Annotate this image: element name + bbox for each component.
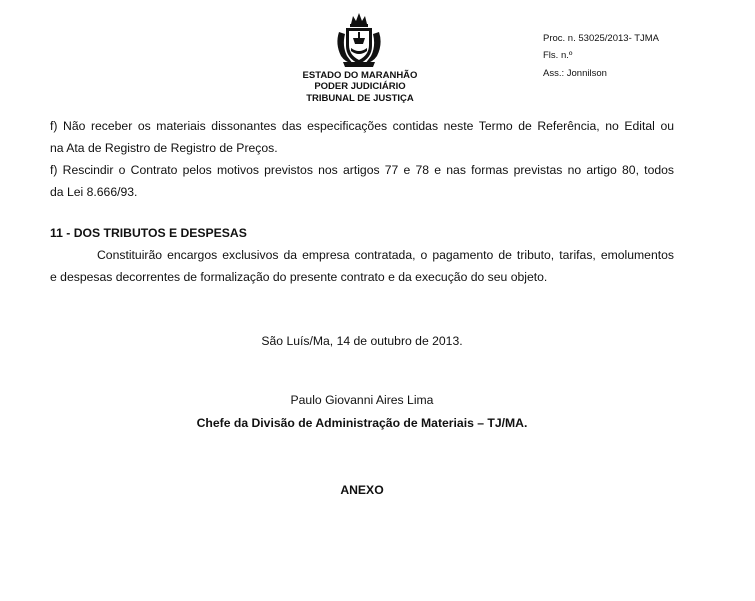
- signature-field: Ass.: Jonnilson: [543, 68, 607, 79]
- coat-of-arms-icon: [333, 10, 385, 68]
- clause-f2-line2: da Lei 8.666/93.: [50, 185, 138, 199]
- signer-name: Paulo Giovanni Aires Lima: [290, 393, 434, 407]
- clause-f1-line1: f) Não receber os materiais dissonantes das especificações contidas neste Termo de Referência, no Edital ou: [50, 119, 674, 133]
- clause-f2-line1: f) Rescindir o Contrato pelos motivos previstos nos artigos 77 e 78 e nas formas previstas no artigo 80, todos: [50, 163, 674, 177]
- place-and-date: São Luís/Ma, 14 de outubro de 2013.: [261, 334, 463, 348]
- signer-title: Chefe da Divisão de Administração de Materiais – TJ/MA.: [196, 416, 528, 430]
- institution-power: PODER JUDICIÁRIO: [314, 81, 406, 92]
- folio-number: Fls. n.º: [543, 50, 573, 61]
- institution-court: TRIBUNAL DE JUSTIÇA: [306, 93, 414, 104]
- clause-f1-line2: na Ata de Registro de Registro de Preços.: [50, 141, 278, 155]
- section-11-line1: Constituirão encargos exclusivos da empresa contratada, o pagamento de tributo, tarifas, emolumentos: [97, 248, 674, 262]
- institution-state: ESTADO DO MARANHÃO: [302, 70, 418, 81]
- process-number: Proc. n. 53025/2013- TJMA: [543, 33, 659, 44]
- section-11-line2: e despesas decorrentes de formalização do presente contrato e da execução do seu objeto.: [50, 270, 548, 284]
- section-11-heading: 11 - DOS TRIBUTOS E DESPESAS: [50, 226, 247, 240]
- annex-heading: ANEXO: [340, 483, 384, 497]
